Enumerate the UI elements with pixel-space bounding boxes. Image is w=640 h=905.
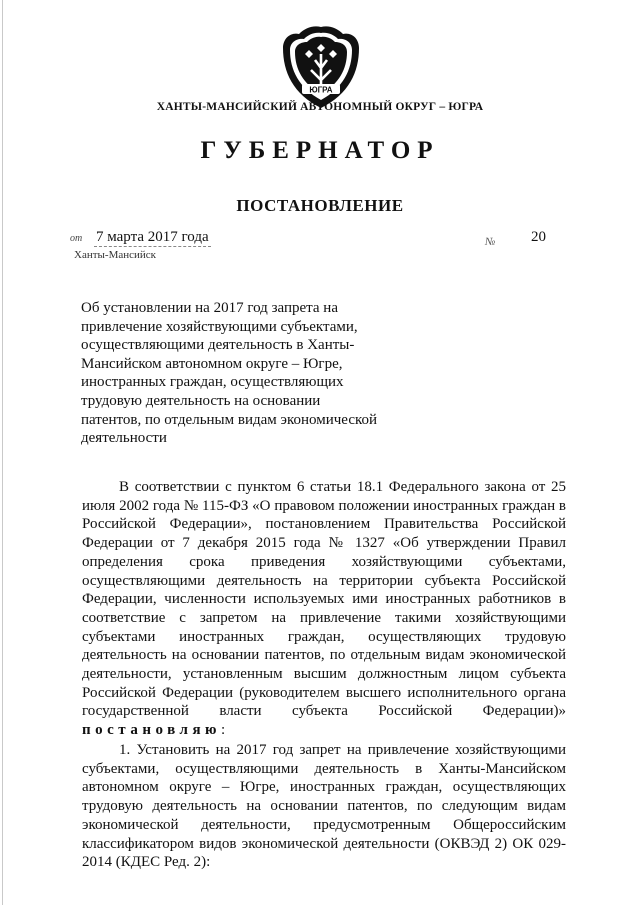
document-title: ГУБЕРНАТОР bbox=[200, 137, 440, 164]
date-prefix: от bbox=[70, 233, 83, 244]
resolve-word: постановляю bbox=[82, 722, 222, 739]
document-number: 20 bbox=[531, 229, 546, 245]
clause-1-paragraph: 1. Установить на 2017 год запрет на привлечение хозяйствующими субъектами, осуществляющими деятельность в Ханты-Мансийском автономном округе – Югре, иностранных граждан, осуществляющих трудовую деятельность на основании патентов, по следующим видам экономической деятельности, предусмотренным Общероссийским классификатором видов экономической деятельности (ОКВЭД 2) ОК 029-2014 (КДЕС Ред. 2): bbox=[82, 742, 566, 871]
date-row bbox=[70, 229, 211, 247]
preamble-text: В соответствии с пунктом 6 статьи 18.1 Федерального закона от 25 июля 2002 года № 115-ФЗ «О правовом положении иностранных граждан в Российской Федерации», постановлением Правительства Российской Федерации от 7 декабря 2015 года № 1327 «Об утверждении Правил определения срока приведения хозяйствующими субъектами, осуществляющими деятельность на территории субъекта Российской Федерации, численности используемых ими иностранных работников в соответствие с запретом на привлечение такими хозяйствующими субъектами иностранных граждан, осуществляющих трудовую деятельность на основании патентов, по отдельным видам экономической деятельности, установленным высшим должностным лицом субъекта Российской Федерации (руководителем высшего исполнительного органа государственной власти субъекта Российской Федерации)» bbox=[82, 479, 566, 720]
scan-edge bbox=[2, 0, 3, 905]
preamble-paragraph bbox=[82, 478, 566, 740]
city-name: Ханты-Мансийск bbox=[74, 249, 157, 261]
document-subject: Об установлении на 2017 год запрета на привлечение хозяйствующими субъектами, осуществляющими деятельность в Ханты-Мансийском автономном округе – Югре, иностранных граждан, осуществляющих трудовую деятельность на основании патентов, по отдельным видам экономической деятельности bbox=[81, 300, 378, 447]
document-type: ПОСТАНОВЛЕНИЕ bbox=[236, 196, 404, 215]
region-name: ХАНТЫ-МАНСИЙСКИЙ АВТОНОМНЫЙ ОКРУГ – ЮГРА bbox=[156, 101, 484, 113]
emblem-text: ЮГРА bbox=[309, 85, 333, 95]
coat-of-arms-emblem bbox=[279, 24, 363, 110]
number-label: № bbox=[485, 236, 496, 248]
resolve-colon: : bbox=[221, 722, 226, 739]
document-date: 7 марта 2017 года bbox=[95, 229, 209, 245]
